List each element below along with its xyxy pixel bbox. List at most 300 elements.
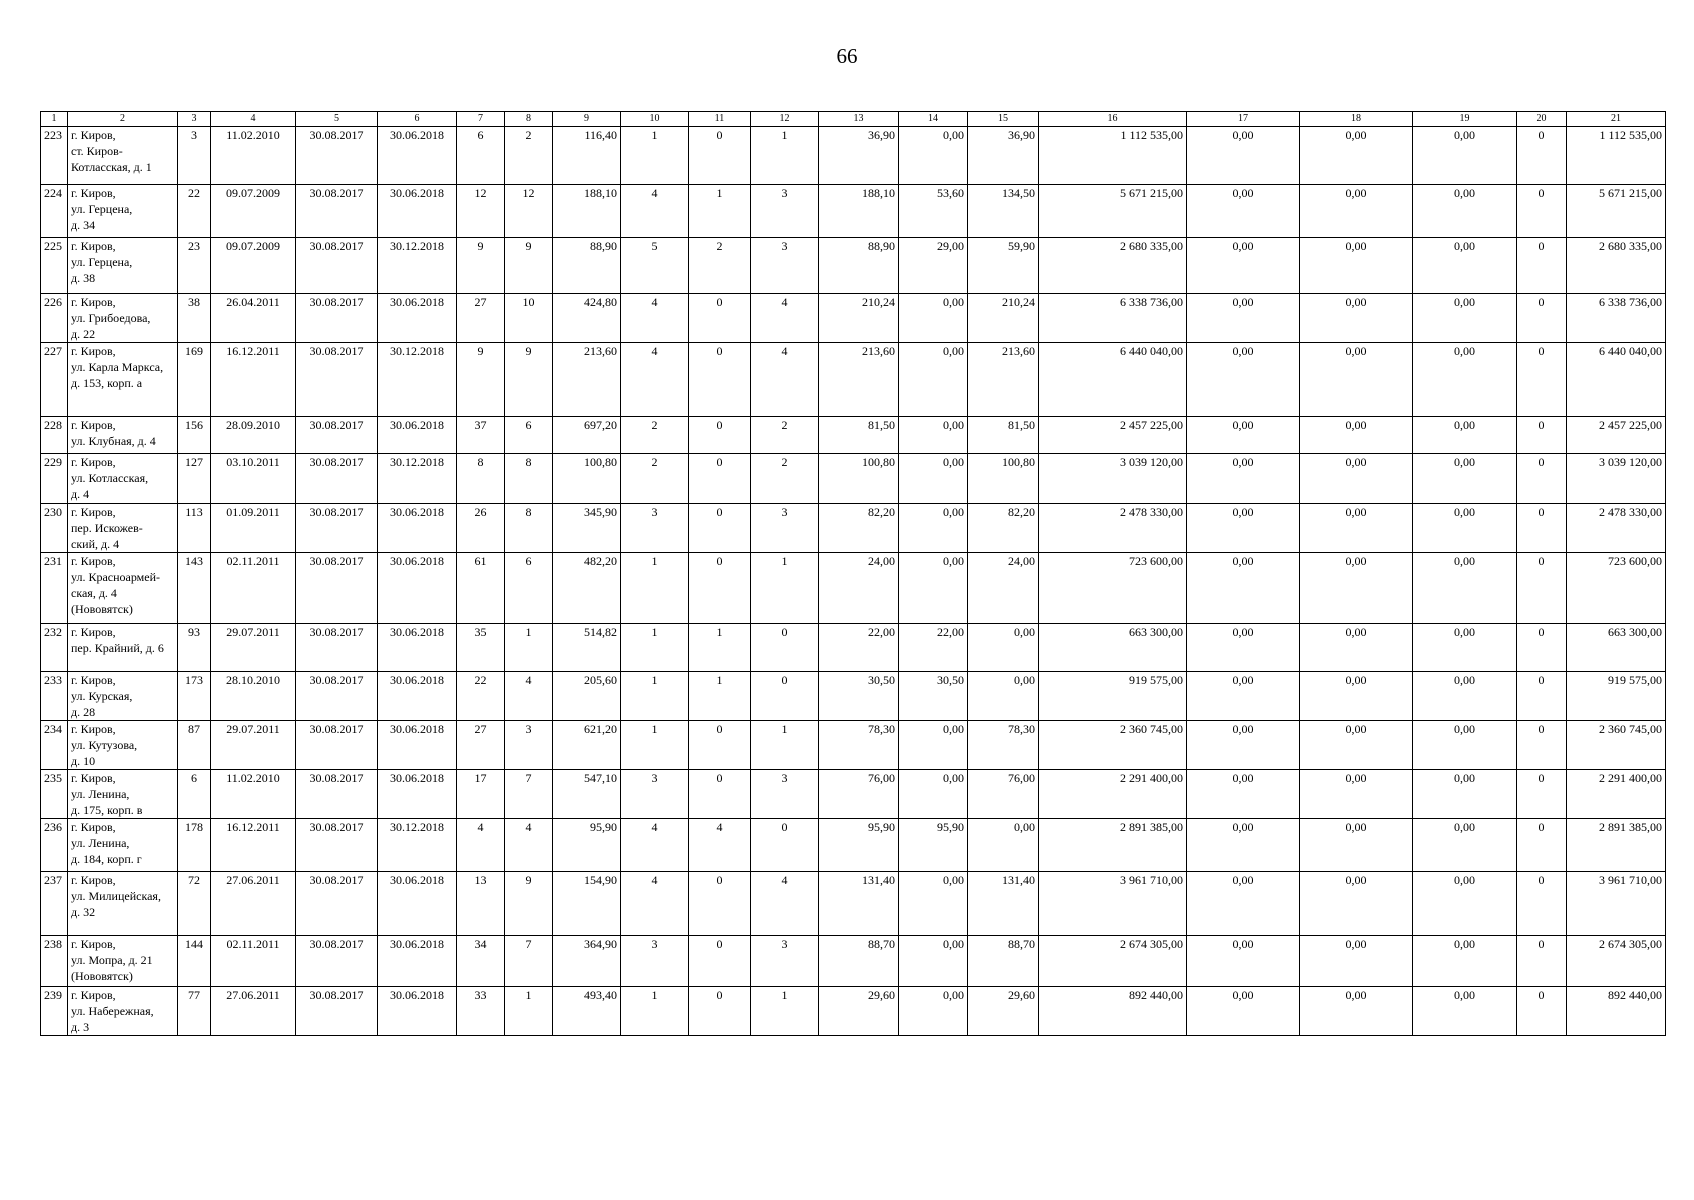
cost-total-cell: 919 575,00 — [1039, 672, 1187, 721]
cost-region-cell: 0,00 — [1300, 624, 1413, 672]
premises-private-cell: 0 — [689, 504, 751, 553]
cost-region-cell: 0,00 — [1300, 553, 1413, 624]
date-recognized-cell: 02.11.2011 — [211, 936, 296, 987]
cost-other-cell: 0 — [1517, 770, 1567, 819]
area-total-cell: 364,90 — [553, 936, 621, 987]
column-number-4: 4 — [211, 112, 296, 127]
cost-municipal-cell: 0,00 — [1413, 454, 1517, 504]
premises-total-cell: 2 — [621, 454, 689, 504]
column-number-header — [41, 112, 1666, 127]
column-number-11: 11 — [689, 112, 751, 127]
column-number-13: 13 — [819, 112, 899, 127]
premises-municipal-cell: 3 — [751, 185, 819, 238]
cost-final-cell: 3 039 120,00 — [1567, 454, 1666, 504]
owners-cell: 9 — [505, 343, 553, 417]
area-private-cell: 0,00 — [899, 343, 968, 417]
premises-total-cell: 1 — [621, 721, 689, 770]
date-decision-cell: 30.08.2017 — [296, 987, 378, 1036]
date-relocation-cell: 30.12.2018 — [378, 454, 457, 504]
premises-municipal-cell: 2 — [751, 454, 819, 504]
residents-cell: 37 — [457, 417, 505, 454]
cost-total-cell: 892 440,00 — [1039, 987, 1187, 1036]
premises-private-cell: 0 — [689, 770, 751, 819]
date-decision-cell: 30.08.2017 — [296, 872, 378, 936]
column-number-6: 6 — [378, 112, 457, 127]
cost-other-cell: 0 — [1517, 343, 1567, 417]
area-municipal-cell: 100,80 — [968, 454, 1039, 504]
date-decision-cell: 30.08.2017 — [296, 417, 378, 454]
area-emergency-cell: 78,30 — [819, 721, 899, 770]
house-number-cell: 127 — [178, 454, 211, 504]
row-number-cell: 229 — [41, 454, 68, 504]
premises-municipal-cell: 3 — [751, 936, 819, 987]
area-emergency-cell: 88,70 — [819, 936, 899, 987]
cost-final-cell: 6 440 040,00 — [1567, 343, 1666, 417]
header-row — [41, 112, 1666, 127]
premises-total-cell: 5 — [621, 238, 689, 294]
owners-cell: 6 — [505, 553, 553, 624]
cost-region-cell: 0,00 — [1300, 936, 1413, 987]
premises-total-cell: 2 — [621, 417, 689, 454]
date-decision-cell: 30.08.2017 — [296, 127, 378, 185]
house-number-cell: 143 — [178, 553, 211, 624]
row-number-cell: 227 — [41, 343, 68, 417]
row-number-cell: 225 — [41, 238, 68, 294]
premises-total-cell: 1 — [621, 987, 689, 1036]
cost-fund-cell: 0,00 — [1187, 553, 1300, 624]
owners-cell: 2 — [505, 127, 553, 185]
house-number-cell: 38 — [178, 294, 211, 343]
owners-cell: 6 — [505, 417, 553, 454]
date-recognized-cell: 27.06.2011 — [211, 872, 296, 936]
residents-cell: 33 — [457, 987, 505, 1036]
cost-municipal-cell: 0,00 — [1413, 343, 1517, 417]
page-number: 66 — [836, 44, 858, 68]
cost-fund-cell: 0,00 — [1187, 936, 1300, 987]
owners-cell: 10 — [505, 294, 553, 343]
area-municipal-cell: 131,40 — [968, 872, 1039, 936]
cost-final-cell: 2 891 385,00 — [1567, 819, 1666, 872]
area-total-cell: 205,60 — [553, 672, 621, 721]
cost-final-cell: 723 600,00 — [1567, 553, 1666, 624]
cost-fund-cell: 0,00 — [1187, 721, 1300, 770]
area-total-cell: 213,60 — [553, 343, 621, 417]
cost-final-cell: 663 300,00 — [1567, 624, 1666, 672]
row-number-cell: 223 — [41, 127, 68, 185]
cost-final-cell: 6 338 736,00 — [1567, 294, 1666, 343]
cost-fund-cell: 0,00 — [1187, 770, 1300, 819]
table-row — [41, 987, 1666, 1036]
date-relocation-cell: 30.12.2018 — [378, 819, 457, 872]
date-decision-cell: 30.08.2017 — [296, 624, 378, 672]
cost-region-cell: 0,00 — [1300, 417, 1413, 454]
owners-cell: 3 — [505, 721, 553, 770]
premises-private-cell: 0 — [689, 872, 751, 936]
cost-final-cell: 2 674 305,00 — [1567, 936, 1666, 987]
cost-final-cell: 1 112 535,00 — [1567, 127, 1666, 185]
area-municipal-cell: 82,20 — [968, 504, 1039, 553]
date-relocation-cell: 30.06.2018 — [378, 417, 457, 454]
housing-registry-table — [40, 111, 1666, 1036]
premises-private-cell: 4 — [689, 819, 751, 872]
area-municipal-cell: 76,00 — [968, 770, 1039, 819]
date-relocation-cell: 30.06.2018 — [378, 624, 457, 672]
cost-region-cell: 0,00 — [1300, 238, 1413, 294]
cost-total-cell: 1 112 535,00 — [1039, 127, 1187, 185]
area-total-cell: 345,90 — [553, 504, 621, 553]
area-municipal-cell: 59,90 — [968, 238, 1039, 294]
address-cell: г. Киров, ул. Ленина, д. 175, корп. в — [68, 770, 178, 819]
owners-cell: 1 — [505, 987, 553, 1036]
cost-fund-cell: 0,00 — [1187, 624, 1300, 672]
row-number-cell: 224 — [41, 185, 68, 238]
date-recognized-cell: 11.02.2010 — [211, 770, 296, 819]
cost-total-cell: 2 478 330,00 — [1039, 504, 1187, 553]
cost-region-cell: 0,00 — [1300, 721, 1413, 770]
owners-cell: 8 — [505, 454, 553, 504]
owners-cell: 9 — [505, 238, 553, 294]
cost-other-cell: 0 — [1517, 624, 1567, 672]
residents-cell: 26 — [457, 504, 505, 553]
row-number-cell: 232 — [41, 624, 68, 672]
cost-other-cell: 0 — [1517, 553, 1567, 624]
house-number-cell: 113 — [178, 504, 211, 553]
cost-municipal-cell: 0,00 — [1413, 624, 1517, 672]
cost-final-cell: 892 440,00 — [1567, 987, 1666, 1036]
area-emergency-cell: 95,90 — [819, 819, 899, 872]
premises-total-cell: 4 — [621, 872, 689, 936]
cost-total-cell: 2 674 305,00 — [1039, 936, 1187, 987]
residents-cell: 27 — [457, 294, 505, 343]
cost-total-cell: 663 300,00 — [1039, 624, 1187, 672]
premises-total-cell: 1 — [621, 624, 689, 672]
cost-fund-cell: 0,00 — [1187, 185, 1300, 238]
table-row — [41, 294, 1666, 343]
area-municipal-cell: 134,50 — [968, 185, 1039, 238]
cost-fund-cell: 0,00 — [1187, 343, 1300, 417]
area-municipal-cell: 78,30 — [968, 721, 1039, 770]
column-number-16: 16 — [1039, 112, 1187, 127]
area-total-cell: 95,90 — [553, 819, 621, 872]
address-cell: г. Киров, ул. Клубная, д. 4 — [68, 417, 178, 454]
area-private-cell: 95,90 — [899, 819, 968, 872]
area-private-cell: 0,00 — [899, 553, 968, 624]
residents-cell: 12 — [457, 185, 505, 238]
residents-cell: 6 — [457, 127, 505, 185]
address-cell: г. Киров, ул. Кутузова, д. 10 — [68, 721, 178, 770]
house-number-cell: 173 — [178, 672, 211, 721]
cost-municipal-cell: 0,00 — [1413, 872, 1517, 936]
area-municipal-cell: 0,00 — [968, 819, 1039, 872]
cost-region-cell: 0,00 — [1300, 343, 1413, 417]
row-number-cell: 234 — [41, 721, 68, 770]
area-total-cell: 482,20 — [553, 553, 621, 624]
cost-other-cell: 0 — [1517, 185, 1567, 238]
area-total-cell: 100,80 — [553, 454, 621, 504]
cost-fund-cell: 0,00 — [1187, 454, 1300, 504]
date-recognized-cell: 29.07.2011 — [211, 624, 296, 672]
date-relocation-cell: 30.06.2018 — [378, 721, 457, 770]
cost-total-cell: 2 360 745,00 — [1039, 721, 1187, 770]
area-total-cell: 88,90 — [553, 238, 621, 294]
premises-municipal-cell: 4 — [751, 872, 819, 936]
cost-other-cell: 0 — [1517, 819, 1567, 872]
cost-final-cell: 2 291 400,00 — [1567, 770, 1666, 819]
cost-fund-cell: 0,00 — [1187, 127, 1300, 185]
premises-municipal-cell: 0 — [751, 819, 819, 872]
premises-municipal-cell: 1 — [751, 553, 819, 624]
cost-municipal-cell: 0,00 — [1413, 238, 1517, 294]
cost-fund-cell: 0,00 — [1187, 294, 1300, 343]
column-number-2: 2 — [68, 112, 178, 127]
premises-total-cell: 1 — [621, 672, 689, 721]
cost-total-cell: 3 961 710,00 — [1039, 872, 1187, 936]
owners-cell: 4 — [505, 672, 553, 721]
cost-region-cell: 0,00 — [1300, 185, 1413, 238]
area-municipal-cell: 81,50 — [968, 417, 1039, 454]
table-row — [41, 553, 1666, 624]
date-recognized-cell: 09.07.2009 — [211, 185, 296, 238]
table-row — [41, 238, 1666, 294]
column-number-10: 10 — [621, 112, 689, 127]
address-cell: г. Киров, ул. Мопра, д. 21 (Нововятск) — [68, 936, 178, 987]
premises-municipal-cell: 0 — [751, 624, 819, 672]
house-number-cell: 72 — [178, 872, 211, 936]
premises-total-cell: 3 — [621, 936, 689, 987]
premises-private-cell: 0 — [689, 127, 751, 185]
date-decision-cell: 30.08.2017 — [296, 819, 378, 872]
residents-cell: 9 — [457, 343, 505, 417]
area-total-cell: 514,82 — [553, 624, 621, 672]
table-row — [41, 721, 1666, 770]
residents-cell: 13 — [457, 872, 505, 936]
table-body — [41, 127, 1666, 1036]
row-number-cell: 236 — [41, 819, 68, 872]
area-emergency-cell: 188,10 — [819, 185, 899, 238]
cost-total-cell: 5 671 215,00 — [1039, 185, 1187, 238]
owners-cell: 4 — [505, 819, 553, 872]
table-row — [41, 343, 1666, 417]
date-recognized-cell: 28.09.2010 — [211, 417, 296, 454]
column-number-12: 12 — [751, 112, 819, 127]
row-number-cell: 237 — [41, 872, 68, 936]
area-private-cell: 29,00 — [899, 238, 968, 294]
area-emergency-cell: 82,20 — [819, 504, 899, 553]
cost-total-cell: 723 600,00 — [1039, 553, 1187, 624]
premises-private-cell: 0 — [689, 721, 751, 770]
premises-total-cell: 3 — [621, 504, 689, 553]
cost-municipal-cell: 0,00 — [1413, 987, 1517, 1036]
cost-municipal-cell: 0,00 — [1413, 127, 1517, 185]
date-recognized-cell: 29.07.2011 — [211, 721, 296, 770]
date-relocation-cell: 30.06.2018 — [378, 872, 457, 936]
cost-fund-cell: 0,00 — [1187, 238, 1300, 294]
area-emergency-cell: 36,90 — [819, 127, 899, 185]
cost-other-cell: 0 — [1517, 721, 1567, 770]
house-number-cell: 6 — [178, 770, 211, 819]
date-recognized-cell: 03.10.2011 — [211, 454, 296, 504]
area-total-cell: 697,20 — [553, 417, 621, 454]
residents-cell: 27 — [457, 721, 505, 770]
table-row — [41, 504, 1666, 553]
cost-other-cell: 0 — [1517, 987, 1567, 1036]
cost-region-cell: 0,00 — [1300, 819, 1413, 872]
area-private-cell: 0,00 — [899, 987, 968, 1036]
cost-region-cell: 0,00 — [1300, 454, 1413, 504]
date-recognized-cell: 26.04.2011 — [211, 294, 296, 343]
area-emergency-cell: 76,00 — [819, 770, 899, 819]
date-relocation-cell: 30.06.2018 — [378, 987, 457, 1036]
house-number-cell: 156 — [178, 417, 211, 454]
cost-fund-cell: 0,00 — [1187, 872, 1300, 936]
cost-total-cell: 2 457 225,00 — [1039, 417, 1187, 454]
date-recognized-cell: 09.07.2009 — [211, 238, 296, 294]
column-number-1: 1 — [41, 112, 68, 127]
table-row — [41, 127, 1666, 185]
address-cell: г. Киров, ул. Ленина, д. 184, корп. г — [68, 819, 178, 872]
area-private-cell: 30,50 — [899, 672, 968, 721]
house-number-cell: 178 — [178, 819, 211, 872]
premises-private-cell: 0 — [689, 936, 751, 987]
date-relocation-cell: 30.12.2018 — [378, 343, 457, 417]
column-number-15: 15 — [968, 112, 1039, 127]
premises-private-cell: 1 — [689, 624, 751, 672]
column-number-14: 14 — [899, 112, 968, 127]
table-row — [41, 936, 1666, 987]
address-cell: г. Киров, пер. Крайний, д. 6 — [68, 624, 178, 672]
date-recognized-cell: 16.12.2011 — [211, 343, 296, 417]
area-private-cell: 0,00 — [899, 127, 968, 185]
premises-municipal-cell: 4 — [751, 343, 819, 417]
date-decision-cell: 30.08.2017 — [296, 294, 378, 343]
cost-total-cell: 6 338 736,00 — [1039, 294, 1187, 343]
area-emergency-cell: 22,00 — [819, 624, 899, 672]
address-cell: г. Киров, ул. Карла Маркса, д. 153, корп. а — [68, 343, 178, 417]
house-number-cell: 169 — [178, 343, 211, 417]
area-emergency-cell: 100,80 — [819, 454, 899, 504]
house-number-cell: 22 — [178, 185, 211, 238]
owners-cell: 7 — [505, 936, 553, 987]
area-private-cell: 0,00 — [899, 872, 968, 936]
premises-total-cell: 4 — [621, 294, 689, 343]
date-decision-cell: 30.08.2017 — [296, 238, 378, 294]
premises-total-cell: 1 — [621, 553, 689, 624]
column-number-3: 3 — [178, 112, 211, 127]
premises-private-cell: 2 — [689, 238, 751, 294]
cost-other-cell: 0 — [1517, 417, 1567, 454]
house-number-cell: 23 — [178, 238, 211, 294]
house-number-cell: 3 — [178, 127, 211, 185]
area-private-cell: 22,00 — [899, 624, 968, 672]
premises-private-cell: 1 — [689, 185, 751, 238]
premises-municipal-cell: 2 — [751, 417, 819, 454]
date-decision-cell: 30.08.2017 — [296, 770, 378, 819]
date-recognized-cell: 27.06.2011 — [211, 987, 296, 1036]
cost-other-cell: 0 — [1517, 127, 1567, 185]
date-relocation-cell: 30.12.2018 — [378, 238, 457, 294]
address-cell: г. Киров, ул. Герцена, д. 38 — [68, 238, 178, 294]
cost-final-cell: 3 961 710,00 — [1567, 872, 1666, 936]
date-decision-cell: 30.08.2017 — [296, 553, 378, 624]
house-number-cell: 87 — [178, 721, 211, 770]
owners-cell: 8 — [505, 504, 553, 553]
cost-municipal-cell: 0,00 — [1413, 672, 1517, 721]
owners-cell: 9 — [505, 872, 553, 936]
area-emergency-cell: 29,60 — [819, 987, 899, 1036]
cost-region-cell: 0,00 — [1300, 504, 1413, 553]
table-row — [41, 417, 1666, 454]
date-relocation-cell: 30.06.2018 — [378, 127, 457, 185]
area-private-cell: 0,00 — [899, 294, 968, 343]
cost-other-cell: 0 — [1517, 294, 1567, 343]
area-total-cell: 154,90 — [553, 872, 621, 936]
cost-final-cell: 5 671 215,00 — [1567, 185, 1666, 238]
cost-other-cell: 0 — [1517, 454, 1567, 504]
cost-municipal-cell: 0,00 — [1413, 294, 1517, 343]
cost-municipal-cell: 0,00 — [1413, 936, 1517, 987]
date-decision-cell: 30.08.2017 — [296, 504, 378, 553]
cost-other-cell: 0 — [1517, 936, 1567, 987]
area-total-cell: 493,40 — [553, 987, 621, 1036]
area-total-cell: 547,10 — [553, 770, 621, 819]
house-number-cell: 77 — [178, 987, 211, 1036]
row-number-cell: 231 — [41, 553, 68, 624]
cost-other-cell: 0 — [1517, 672, 1567, 721]
residents-cell: 9 — [457, 238, 505, 294]
column-number-9: 9 — [553, 112, 621, 127]
premises-private-cell: 0 — [689, 454, 751, 504]
row-number-cell: 228 — [41, 417, 68, 454]
table-row — [41, 185, 1666, 238]
area-municipal-cell: 0,00 — [968, 672, 1039, 721]
date-decision-cell: 30.08.2017 — [296, 185, 378, 238]
column-number-8: 8 — [505, 112, 553, 127]
address-cell: г. Киров, ул. Котласская, д. 4 — [68, 454, 178, 504]
cost-region-cell: 0,00 — [1300, 127, 1413, 185]
area-municipal-cell: 0,00 — [968, 624, 1039, 672]
date-recognized-cell: 28.10.2010 — [211, 672, 296, 721]
cost-municipal-cell: 0,00 — [1413, 553, 1517, 624]
date-relocation-cell: 30.06.2018 — [378, 294, 457, 343]
column-number-17: 17 — [1187, 112, 1300, 127]
cost-final-cell: 2 478 330,00 — [1567, 504, 1666, 553]
house-number-cell: 93 — [178, 624, 211, 672]
cost-fund-cell: 0,00 — [1187, 987, 1300, 1036]
row-number-cell: 233 — [41, 672, 68, 721]
address-cell: г. Киров, пер. Искожев- ский, д. 4 — [68, 504, 178, 553]
date-decision-cell: 30.08.2017 — [296, 672, 378, 721]
area-total-cell: 116,40 — [553, 127, 621, 185]
premises-private-cell: 0 — [689, 987, 751, 1036]
area-private-cell: 0,00 — [899, 936, 968, 987]
date-recognized-cell: 11.02.2010 — [211, 127, 296, 185]
cost-final-cell: 919 575,00 — [1567, 672, 1666, 721]
address-cell: г. Киров, ул. Милицейская, д. 32 — [68, 872, 178, 936]
premises-municipal-cell: 0 — [751, 672, 819, 721]
residents-cell: 17 — [457, 770, 505, 819]
cost-municipal-cell: 0,00 — [1413, 417, 1517, 454]
cost-region-cell: 0,00 — [1300, 294, 1413, 343]
premises-municipal-cell: 1 — [751, 127, 819, 185]
date-decision-cell: 30.08.2017 — [296, 936, 378, 987]
area-emergency-cell: 24,00 — [819, 553, 899, 624]
cost-other-cell: 0 — [1517, 872, 1567, 936]
cost-total-cell: 6 440 040,00 — [1039, 343, 1187, 417]
column-number-5: 5 — [296, 112, 378, 127]
address-cell: г. Киров, ул. Курская, д. 28 — [68, 672, 178, 721]
area-total-cell: 621,20 — [553, 721, 621, 770]
date-relocation-cell: 30.06.2018 — [378, 504, 457, 553]
